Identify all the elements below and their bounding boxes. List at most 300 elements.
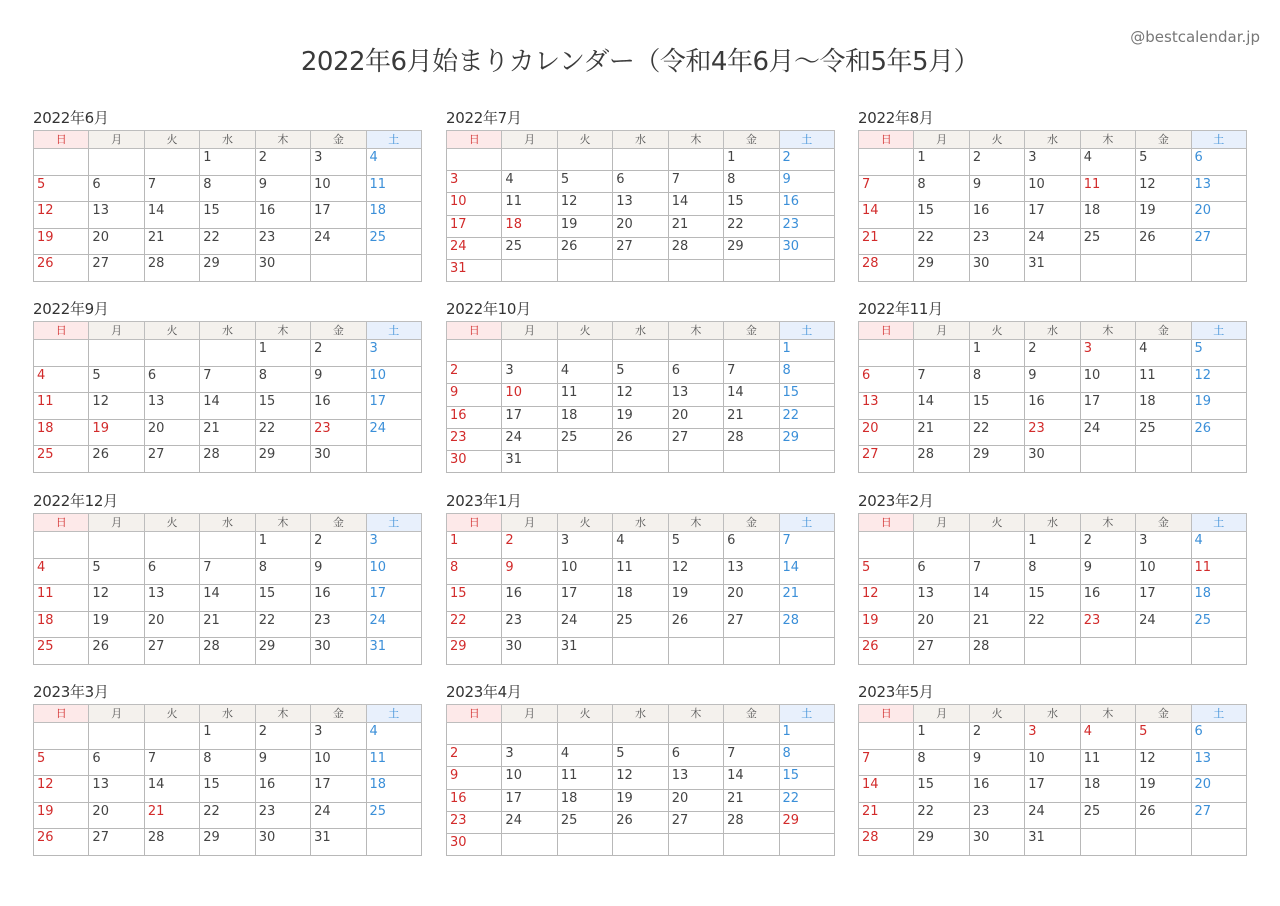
day-cell: 22 [200,802,255,829]
day-cell: 3 [447,171,502,193]
day-cell: 12 [859,585,914,612]
week-row [447,215,835,237]
day-cell: 6 [859,366,914,393]
weekday-header: 木 [255,131,310,149]
day-cell: 18 [34,611,89,638]
day-cell: 8 [779,362,834,384]
weekday-header: 火 [144,322,199,340]
weekday-header: 金 [311,131,366,149]
day-cell: 29 [779,811,834,833]
empty-cell [613,723,668,745]
day-cell: 15 [779,384,834,406]
week-row [859,366,1247,393]
day-cell: 17 [366,393,421,420]
day-cell: 25 [613,611,668,638]
weekday-header: 月 [914,705,969,723]
day-cell: 20 [724,585,779,612]
day-cell: 7 [859,749,914,776]
day-cell: 13 [613,193,668,215]
empty-cell [859,532,914,559]
week-row [34,776,422,803]
day-cell: 8 [969,366,1024,393]
day-cell: 28 [914,446,969,473]
weekday-header: 金 [311,322,366,340]
weekday-header: 土 [1191,322,1246,340]
weekday-header: 火 [557,514,612,532]
weekday-header: 木 [1080,322,1135,340]
day-cell: 27 [724,611,779,638]
week-row [859,776,1247,803]
day-cell: 9 [447,767,502,789]
day-cell: 11 [366,175,421,202]
day-cell: 16 [502,585,557,612]
day-cell: 4 [366,149,421,176]
empty-cell [668,340,723,362]
day-cell: 25 [1136,419,1191,446]
day-cell: 30 [969,829,1024,856]
day-cell: 21 [969,611,1024,638]
day-cell: 28 [724,428,779,450]
day-cell: 4 [502,171,557,193]
empty-cell [1025,638,1080,665]
day-cell: 14 [859,202,914,229]
day-cell: 21 [724,789,779,811]
day-cell: 11 [1080,749,1135,776]
day-cell: 25 [366,802,421,829]
week-row [859,228,1247,255]
weekday-header: 水 [200,705,255,723]
day-cell: 15 [779,767,834,789]
month-calendar [858,491,1247,665]
weekday-header: 月 [89,705,144,723]
weekday-header: 木 [668,514,723,532]
day-cell: 1 [779,340,834,362]
week-row [34,802,422,829]
day-cell: 1 [200,723,255,750]
day-cell: 17 [366,585,421,612]
day-cell: 22 [779,406,834,428]
day-cell: 20 [89,802,144,829]
weekday-header-row [447,322,835,340]
day-cell: 15 [1025,585,1080,612]
day-cell: 4 [1080,723,1135,750]
day-cell: 9 [969,175,1024,202]
day-cell: 20 [89,228,144,255]
day-cell: 31 [557,638,612,665]
day-cell: 25 [34,446,89,473]
day-cell: 8 [255,366,310,393]
day-cell: 19 [613,406,668,428]
month-title: 2022年12月 [33,492,118,510]
day-cell: 2 [311,340,366,367]
empty-cell [144,149,199,176]
empty-cell [1136,255,1191,282]
day-cell: 17 [1025,202,1080,229]
month-table [446,321,835,473]
day-cell: 25 [557,428,612,450]
day-cell: 5 [1136,149,1191,176]
weekday-header: 土 [1191,514,1246,532]
weekday-header: 木 [1080,514,1135,532]
week-row [447,340,835,362]
day-cell: 4 [557,362,612,384]
weekday-header: 火 [144,131,199,149]
month-table [33,513,422,665]
day-cell: 15 [724,193,779,215]
empty-cell [1080,638,1135,665]
day-cell: 25 [1191,611,1246,638]
day-cell: 14 [914,393,969,420]
week-row [859,749,1247,776]
day-cell: 19 [89,419,144,446]
week-row [447,611,835,638]
empty-cell [34,340,89,367]
week-row [34,638,422,665]
day-cell: 10 [366,366,421,393]
day-cell: 5 [668,532,723,559]
day-cell: 22 [447,611,502,638]
weekday-header: 月 [914,131,969,149]
day-cell: 13 [914,585,969,612]
day-cell: 21 [914,419,969,446]
weekday-header: 月 [914,514,969,532]
day-cell: 20 [144,611,199,638]
day-cell: 3 [1025,149,1080,176]
weekday-header: 木 [255,514,310,532]
day-cell: 18 [557,406,612,428]
day-cell: 22 [914,802,969,829]
month-table [33,321,422,473]
day-cell: 31 [1025,255,1080,282]
weekday-header: 日 [447,131,502,149]
day-cell: 16 [779,193,834,215]
day-cell: 24 [311,802,366,829]
day-cell: 2 [255,723,310,750]
month-table [446,130,835,282]
day-cell: 23 [779,215,834,237]
day-cell: 31 [1025,829,1080,856]
day-cell: 12 [34,202,89,229]
day-cell: 9 [969,749,1024,776]
empty-cell [557,723,612,745]
day-cell: 11 [557,767,612,789]
day-cell: 11 [1080,175,1135,202]
weekday-header: 金 [724,705,779,723]
weekday-header-row [34,514,422,532]
day-cell: 12 [89,585,144,612]
day-cell: 30 [255,829,310,856]
day-cell: 2 [255,149,310,176]
empty-cell [366,446,421,473]
day-cell: 29 [779,428,834,450]
day-cell: 21 [144,228,199,255]
day-cell: 22 [779,789,834,811]
day-cell: 31 [502,450,557,472]
week-row [447,585,835,612]
month-table [33,130,422,282]
day-cell: 3 [366,340,421,367]
week-row [34,228,422,255]
weekday-header: 火 [969,131,1024,149]
empty-cell [89,340,144,367]
day-cell: 24 [366,419,421,446]
day-cell: 24 [447,237,502,259]
month-title: 2022年11月 [858,300,943,318]
weekday-header: 月 [89,514,144,532]
empty-cell [1191,255,1246,282]
day-cell: 3 [311,149,366,176]
day-cell: 27 [668,428,723,450]
weekday-header-row [447,514,835,532]
weekday-header: 月 [914,322,969,340]
day-cell: 23 [447,811,502,833]
day-cell: 1 [255,340,310,367]
day-cell: 11 [502,193,557,215]
day-cell: 8 [255,558,310,585]
day-cell: 28 [668,237,723,259]
empty-cell [502,259,557,281]
day-cell: 7 [914,366,969,393]
empty-cell [668,723,723,745]
day-cell: 3 [1080,340,1135,367]
day-cell: 19 [859,611,914,638]
week-row [34,446,422,473]
day-cell: 29 [724,237,779,259]
weekday-header: 金 [724,322,779,340]
day-cell: 7 [144,175,199,202]
day-cell: 9 [447,384,502,406]
empty-cell [1191,446,1246,473]
month-calendar [33,299,422,473]
weekday-header: 金 [724,514,779,532]
day-cell: 25 [502,237,557,259]
weekday-header: 木 [255,322,310,340]
empty-cell [144,532,199,559]
day-cell: 10 [311,749,366,776]
week-row [447,384,835,406]
day-cell: 19 [1136,202,1191,229]
day-cell: 15 [255,585,310,612]
day-cell: 8 [200,175,255,202]
day-cell: 16 [969,202,1024,229]
weekday-header: 火 [557,131,612,149]
weekday-header-row [859,514,1247,532]
day-cell: 6 [89,175,144,202]
weekday-header: 日 [859,322,914,340]
day-cell: 24 [502,811,557,833]
day-cell: 19 [613,789,668,811]
day-cell: 23 [447,428,502,450]
day-cell: 28 [200,446,255,473]
weekday-header: 土 [779,705,834,723]
day-cell: 5 [859,558,914,585]
empty-cell [724,450,779,472]
weekday-header-row [34,131,422,149]
day-cell: 18 [1191,585,1246,612]
day-cell: 15 [914,776,969,803]
month-title: 2022年6月 [33,109,109,127]
day-cell: 28 [724,811,779,833]
day-cell: 27 [859,446,914,473]
week-row [859,611,1247,638]
day-cell: 18 [1136,393,1191,420]
day-cell: 29 [447,638,502,665]
weekday-header: 日 [447,322,502,340]
day-cell: 16 [969,776,1024,803]
weekday-header: 火 [969,322,1024,340]
weekday-header: 金 [1136,705,1191,723]
empty-cell [34,149,89,176]
day-cell: 22 [255,611,310,638]
week-row [859,202,1247,229]
day-cell: 29 [969,446,1024,473]
empty-cell [144,723,199,750]
weekday-header: 土 [1191,131,1246,149]
day-cell: 7 [144,749,199,776]
month-title: 2023年2月 [858,492,934,510]
day-cell: 2 [969,149,1024,176]
day-cell: 4 [1136,340,1191,367]
day-cell: 28 [779,611,834,638]
week-row [859,149,1247,176]
weekday-header: 日 [34,322,89,340]
weekday-header: 水 [1025,514,1080,532]
week-row [447,259,835,281]
day-cell: 10 [502,384,557,406]
day-cell: 25 [1080,228,1135,255]
day-cell: 23 [969,228,1024,255]
day-cell: 24 [557,611,612,638]
day-cell: 16 [255,202,310,229]
empty-cell [200,340,255,367]
day-cell: 20 [859,419,914,446]
empty-cell [914,340,969,367]
empty-cell [1136,446,1191,473]
day-cell: 8 [724,171,779,193]
day-cell: 8 [914,175,969,202]
month-calendar [33,108,422,282]
day-cell: 3 [311,723,366,750]
month-calendar [858,108,1247,282]
day-cell: 7 [724,362,779,384]
week-row [859,723,1247,750]
day-cell: 28 [200,638,255,665]
day-cell: 9 [779,171,834,193]
week-row [859,446,1247,473]
day-cell: 24 [311,228,366,255]
week-row [859,638,1247,665]
empty-cell [724,638,779,665]
weekday-header: 土 [366,131,421,149]
weekday-header-row [34,322,422,340]
day-cell: 24 [1080,419,1135,446]
empty-cell [89,723,144,750]
weekday-header: 水 [613,322,668,340]
empty-cell [1191,638,1246,665]
week-row [34,149,422,176]
day-cell: 12 [1136,175,1191,202]
day-cell: 26 [668,611,723,638]
day-cell: 10 [447,193,502,215]
day-cell: 7 [859,175,914,202]
day-cell: 6 [914,558,969,585]
week-row [447,638,835,665]
day-cell: 11 [34,585,89,612]
day-cell: 9 [1025,366,1080,393]
day-cell: 10 [502,767,557,789]
weekday-header: 木 [1080,131,1135,149]
week-row [859,175,1247,202]
empty-cell [613,833,668,855]
weekday-header: 水 [200,514,255,532]
day-cell: 8 [1025,558,1080,585]
day-cell: 24 [1025,802,1080,829]
day-cell: 26 [89,638,144,665]
day-cell: 16 [1025,393,1080,420]
day-cell: 9 [311,558,366,585]
day-cell: 26 [89,446,144,473]
day-cell: 22 [914,228,969,255]
day-cell: 2 [447,362,502,384]
empty-cell [613,259,668,281]
day-cell: 15 [200,776,255,803]
day-cell: 4 [613,532,668,559]
day-cell: 12 [613,384,668,406]
day-cell: 27 [668,811,723,833]
day-cell: 2 [1025,340,1080,367]
empty-cell [724,259,779,281]
day-cell: 5 [1191,340,1246,367]
empty-cell [557,340,612,362]
weekday-header-row [447,705,835,723]
day-cell: 6 [144,558,199,585]
day-cell: 27 [1191,802,1246,829]
day-cell: 14 [668,193,723,215]
month-title: 2022年10月 [446,300,531,318]
day-cell: 15 [200,202,255,229]
empty-cell [366,255,421,282]
day-cell: 6 [668,362,723,384]
empty-cell [1080,829,1135,856]
week-row [447,149,835,171]
weekday-header: 土 [366,705,421,723]
day-cell: 27 [914,638,969,665]
day-cell: 9 [255,175,310,202]
weekday-header: 水 [200,322,255,340]
month-title: 2022年8月 [858,109,934,127]
day-cell: 10 [366,558,421,585]
day-cell: 26 [613,428,668,450]
day-cell: 19 [1136,776,1191,803]
day-cell: 29 [200,255,255,282]
day-cell: 29 [255,638,310,665]
day-cell: 8 [447,558,502,585]
empty-cell [724,723,779,745]
weekday-header: 火 [969,705,1024,723]
day-cell: 12 [613,767,668,789]
weekday-header: 火 [557,705,612,723]
day-cell: 4 [1080,149,1135,176]
week-row [859,419,1247,446]
day-cell: 22 [724,215,779,237]
day-cell: 13 [89,776,144,803]
day-cell: 21 [859,802,914,829]
day-cell: 18 [34,419,89,446]
weekday-header: 月 [89,131,144,149]
day-cell: 23 [1025,419,1080,446]
weekday-header: 木 [668,322,723,340]
empty-cell [613,149,668,171]
